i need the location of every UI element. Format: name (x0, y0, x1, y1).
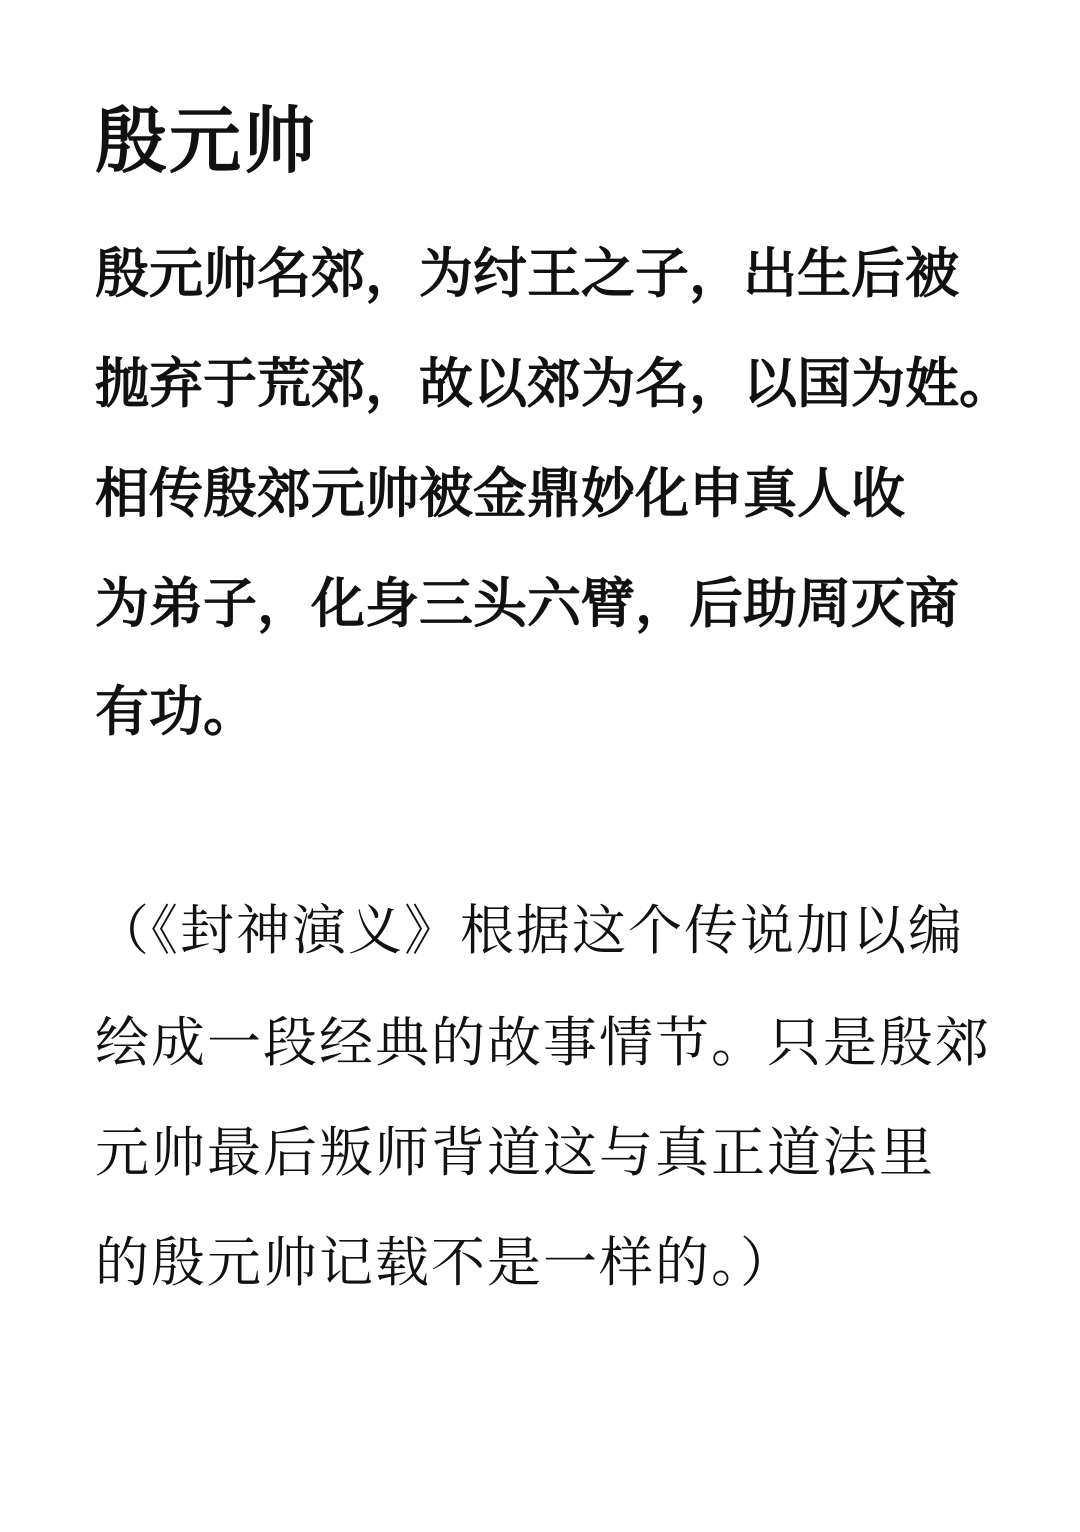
paragraph-line: 抛弃于荒郊，故以郊为名，以国为姓。 (95, 351, 1013, 415)
paragraph-line: 元帅最后叛师背道这与真正道法里 (95, 1121, 935, 1184)
paragraph-line: 绘成一段经典的故事情节。只是殷郊 (95, 1011, 991, 1074)
paragraph-line: 有功。 (95, 679, 257, 743)
page-title: 殷元帅 (95, 98, 318, 183)
paragraph-line: 为弟子，化身三头六臂，后助周灭商 (95, 571, 959, 635)
paragraph-line: 相传殷郊元帅被金鼎妙化申真人收 (95, 461, 905, 525)
paragraph-line: 的殷元帅记载不是一样的。） (95, 1231, 796, 1294)
paragraph-line: （《封神演义》根据这个传说加以编 (95, 899, 964, 962)
paragraph-line: 殷元帅名郊，为纣王之子，出生后被 (95, 241, 959, 305)
